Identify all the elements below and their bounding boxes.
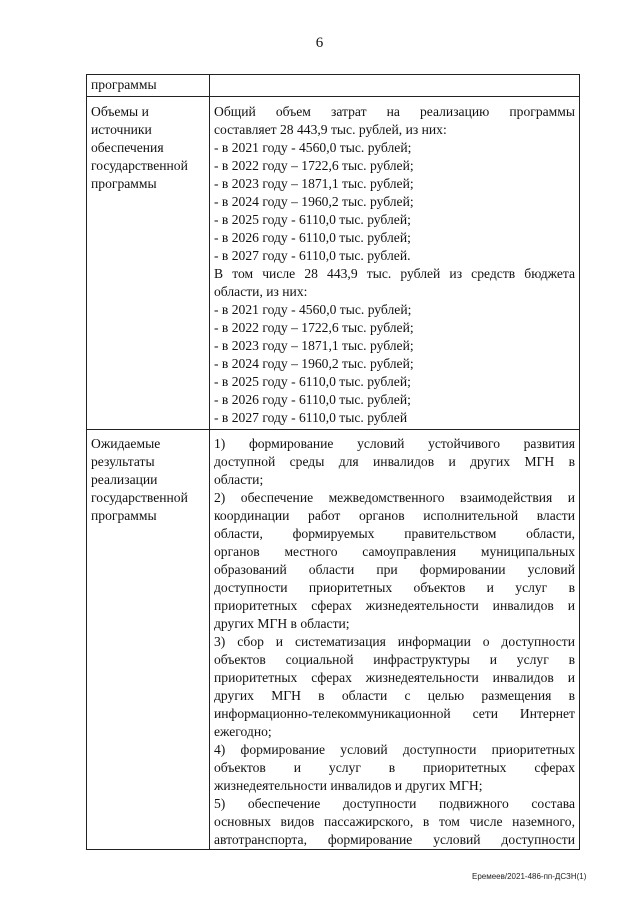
- row-content-line: - в 2027 году - 6110,0 тыс. рублей.: [214, 248, 411, 263]
- row-content-line: органов местного самоуправления муниципальных: [214, 544, 575, 559]
- row-label-line: обеспечения: [91, 140, 164, 155]
- row-content-line: - в 2022 году – 1722,6 тыс. рублей;: [214, 158, 414, 173]
- table-row: [87, 75, 580, 97]
- row-content-line: 5) обеспечение доступности подвижного состава: [214, 796, 575, 811]
- row-content-line: - в 2025 году - 6110,0 тыс. рублей;: [214, 212, 411, 227]
- row-content-line: координации работ органов исполнительной власти: [214, 508, 575, 523]
- row-label-line: программы: [91, 176, 157, 191]
- row-content-line: - в 2026 году - 6110,0 тыс. рублей;: [214, 392, 411, 407]
- row-label-line: Объемы и: [91, 104, 149, 119]
- page-number: 6: [315, 35, 324, 51]
- row-content-line: - в 2024 году – 1960,2 тыс. рублей;: [214, 356, 414, 371]
- row-label-line: результаты: [91, 454, 155, 469]
- row-content-line: - в 2023 году – 1871,1 тыс. рублей;: [214, 338, 414, 353]
- row-label-cell: [87, 75, 210, 97]
- row-content-line: области, из них:: [214, 284, 308, 299]
- row-content-line: автотранспорта, формирование условий доступности: [214, 832, 575, 847]
- row-content-cell: [210, 97, 580, 430]
- row-label-line: программы: [91, 77, 157, 92]
- row-content-line: - в 2027 году - 6110,0 тыс. рублей: [214, 410, 408, 425]
- row-content-line: - в 2026 году - 6110,0 тыс. рублей;: [214, 230, 411, 245]
- document-reference-code: Еремеев/2021-486-пп-ДСЗН(1): [472, 872, 587, 881]
- row-content-line: - в 2021 году - 4560,0 тыс. рублей;: [214, 302, 412, 317]
- row-content-line: 4) формирование условий доступности приоритетных: [214, 742, 575, 757]
- row-content-line: ежегодно;: [214, 724, 272, 739]
- row-content-line: приоритетных сферах жизнедеятельности инвалидов и: [214, 670, 575, 685]
- row-label-line: программы: [91, 508, 157, 523]
- row-content-line: 2) обеспечение межведомственного взаимодействия и: [214, 490, 575, 505]
- row-label-cell: [87, 97, 210, 430]
- row-content-line: приоритетных сферах жизнедеятельности инвалидов и: [214, 598, 575, 613]
- row-content-line: - в 2021 году - 4560,0 тыс. рублей;: [214, 140, 412, 155]
- row-label-line: Ожидаемые: [91, 436, 161, 451]
- row-label-line: реализации: [91, 472, 158, 487]
- row-content-line: В том числе 28 443,9 тыс. рублей из средств бюджета: [214, 266, 575, 281]
- table-row: [87, 430, 580, 850]
- row-content-line: - в 2024 году – 1960,2 тыс. рублей;: [214, 194, 414, 209]
- program-passport-table: [86, 74, 580, 850]
- row-content-line: жизнедеятельности инвалидов и других МГН;: [214, 778, 483, 793]
- row-content-line: - в 2022 году – 1722,6 тыс. рублей;: [214, 320, 414, 335]
- row-content-line: области, формируемых правительством области,: [214, 526, 575, 541]
- row-label-line: источники: [91, 122, 152, 137]
- row-content-line: образований области при формировании условий: [214, 562, 575, 577]
- row-content-line: области;: [214, 472, 264, 487]
- row-content-line: других МГН в области с целью размещения в: [214, 688, 575, 703]
- row-content-line: информационно-телекоммуникационной сети Интернет: [214, 706, 575, 721]
- row-content-line: 3) сбор и систематизация информации о доступности: [214, 634, 575, 649]
- row-label-line: государственной: [91, 158, 188, 173]
- row-label-cell: [87, 430, 210, 850]
- row-content-line: 1) формирование условий устойчивого развития: [214, 436, 575, 451]
- row-content-line: - в 2025 году - 6110,0 тыс. рублей;: [214, 374, 411, 389]
- row-content-cell: [210, 75, 580, 97]
- row-content-line: составляет 28 443,9 тыс. рублей, из них:: [214, 122, 447, 137]
- row-content-line: объектов социальной инфраструктуры и услуг в: [214, 652, 575, 667]
- row-content-line: доступной среды для инвалидов и других МГН в: [214, 454, 575, 469]
- row-content-line: других МГН в области;: [214, 616, 350, 631]
- row-content-line: объектов и услуг в приоритетных сферах: [214, 760, 575, 775]
- row-content-cell: [210, 430, 580, 850]
- row-content-line: Общий объем затрат на реализацию программы: [214, 104, 575, 119]
- row-label-line: государственной: [91, 490, 188, 505]
- row-content-line: - в 2023 году – 1871,1 тыс. рублей;: [214, 176, 414, 191]
- table-row: [87, 97, 580, 430]
- row-content-line: основных видов пассажирского, в том числе наземного,: [214, 814, 575, 829]
- row-content-line: доступности приоритетных объектов и услуг в: [214, 580, 575, 595]
